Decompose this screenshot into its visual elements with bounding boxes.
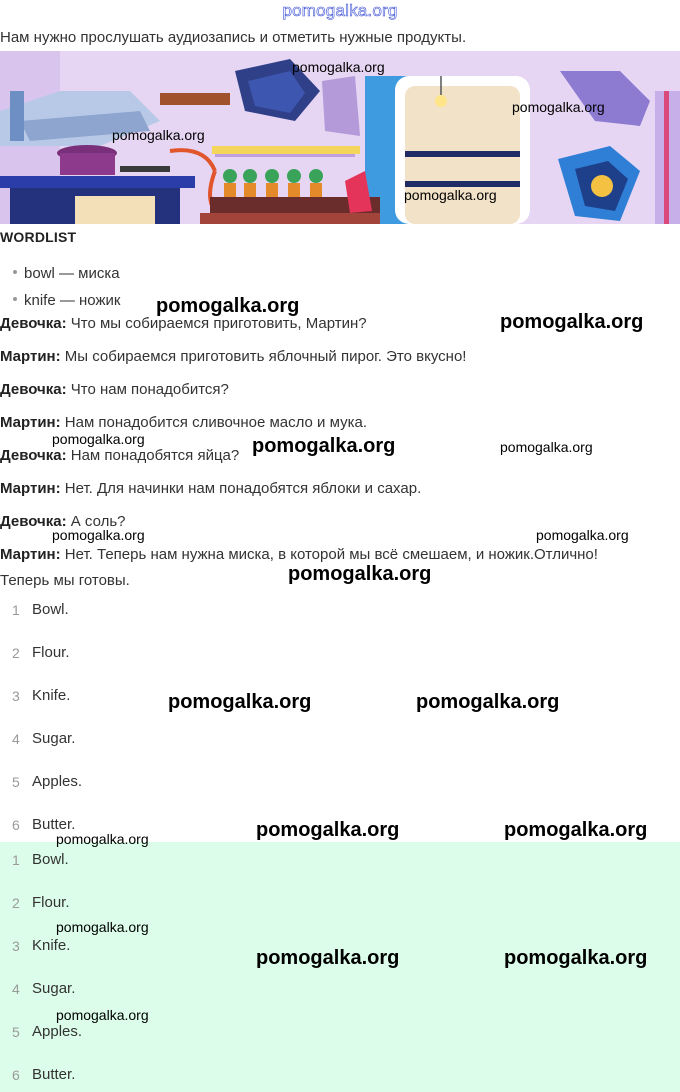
watermark: pomogalka.org — [512, 99, 605, 115]
list-item: Butter. — [32, 816, 76, 833]
answer-item: Flour. — [32, 894, 70, 911]
answer-number: 3 — [12, 938, 20, 954]
watermark: pomogalka.org — [156, 295, 300, 317]
bullet-icon — [13, 297, 17, 301]
wordlist-item — [13, 292, 120, 309]
list-number: 3 — [12, 688, 20, 704]
speech: Нет. Теперь нам нужна миска, в которой мы всё смешаем, и ножик.Отлично! — [60, 546, 598, 563]
list-item: Knife. — [32, 687, 71, 704]
list-number: 1 — [12, 602, 20, 618]
answer-number: 6 — [12, 1067, 20, 1083]
speech: Нет. Для начинки нам понадобятся яблоки и сахар. — [60, 480, 422, 497]
watermark: pomogalka.org — [288, 563, 432, 585]
watermark: pomogalka.org — [112, 127, 205, 143]
speech: Нам понадобится сливочное масло и мука. — [60, 414, 367, 431]
speaker: Девочка: — [0, 447, 67, 464]
speaker: Мартин: — [0, 348, 61, 365]
watermark: pomogalka.org — [256, 947, 400, 969]
list-number: 6 — [12, 817, 20, 833]
wordlist-title: WORDLIST — [0, 229, 77, 245]
answer-item: Bowl. — [32, 851, 69, 868]
bullet-icon — [13, 270, 17, 274]
watermark: pomogalka.org — [504, 819, 648, 841]
watermark: pomogalka.org — [52, 527, 145, 543]
list-item: Sugar. — [32, 730, 76, 747]
answer-item: Apples. — [32, 1023, 83, 1040]
watermark: pomogalka.org — [416, 691, 560, 713]
speaker: Девочка: — [0, 315, 67, 332]
speaker: Девочка: — [0, 513, 67, 530]
list-item: Apples. — [32, 773, 83, 790]
dialogue-line — [0, 447, 239, 464]
speaker: Мартин: — [0, 546, 61, 563]
list-number: 5 — [12, 774, 20, 790]
speaker: Девочка: — [0, 381, 67, 398]
watermark: pomogalka.org — [252, 435, 396, 457]
answer-number: 5 — [12, 1024, 20, 1040]
list-number: 4 — [12, 731, 20, 747]
speech: Нам понадобятся яйца? — [66, 447, 240, 464]
watermark: pomogalka.org — [256, 819, 400, 841]
dialogue-line — [0, 381, 229, 398]
speaker: Мартин: — [0, 414, 61, 431]
kitchen-illustration — [0, 51, 680, 224]
list-number: 2 — [12, 645, 20, 661]
dialogue-line — [0, 414, 367, 431]
speech: Мы собираемся приготовить яблочный пирог. Это вкусно! — [60, 348, 467, 365]
watermark: pomogalka.org — [56, 1007, 149, 1023]
intro-text: Нам нужно прослушать аудиозапись и отметить нужные продукты. — [0, 29, 467, 46]
watermark: pomogalka.org — [292, 59, 385, 75]
speaker: Мартин: — [0, 480, 61, 497]
watermark: pomogalka.org — [56, 919, 149, 935]
dialogue-line — [0, 480, 421, 497]
watermark: pomogalka.org — [404, 187, 497, 203]
answer-item: Sugar. — [32, 980, 76, 997]
watermark: pomogalka.org — [500, 311, 644, 333]
answer-item: Knife. — [32, 937, 71, 954]
watermark: pomogalka.org — [500, 439, 593, 455]
watermark: pomogalka.org — [56, 831, 149, 847]
list-item: Bowl. — [32, 601, 69, 618]
dialogue-tail: Теперь мы готовы. — [0, 572, 130, 589]
watermark: pomogalka.org — [536, 527, 629, 543]
watermark: pomogalka.org — [504, 947, 648, 969]
watermark: pomogalka.org — [168, 691, 312, 713]
speech: Что мы собираемся приготовить, Мартин? — [66, 315, 367, 332]
wordlist-item-text: bowl — миска — [24, 265, 120, 282]
answer-number: 4 — [12, 981, 20, 997]
dialogue-line — [0, 546, 598, 563]
speech: Что нам понадобится? — [66, 381, 229, 398]
answer-number: 2 — [12, 895, 20, 911]
site-logo[interactable]: pomogalka.org — [282, 1, 398, 20]
speech: А соль? — [66, 513, 126, 530]
answer-number: 1 — [12, 852, 20, 868]
answer-item: Butter. — [32, 1066, 76, 1083]
list-item: Flour. — [32, 644, 70, 661]
dialogue-line — [0, 348, 466, 365]
wordlist-item — [13, 265, 120, 282]
watermark: pomogalka.org — [52, 431, 145, 447]
wordlist-item-text: knife — ножик — [24, 292, 121, 309]
